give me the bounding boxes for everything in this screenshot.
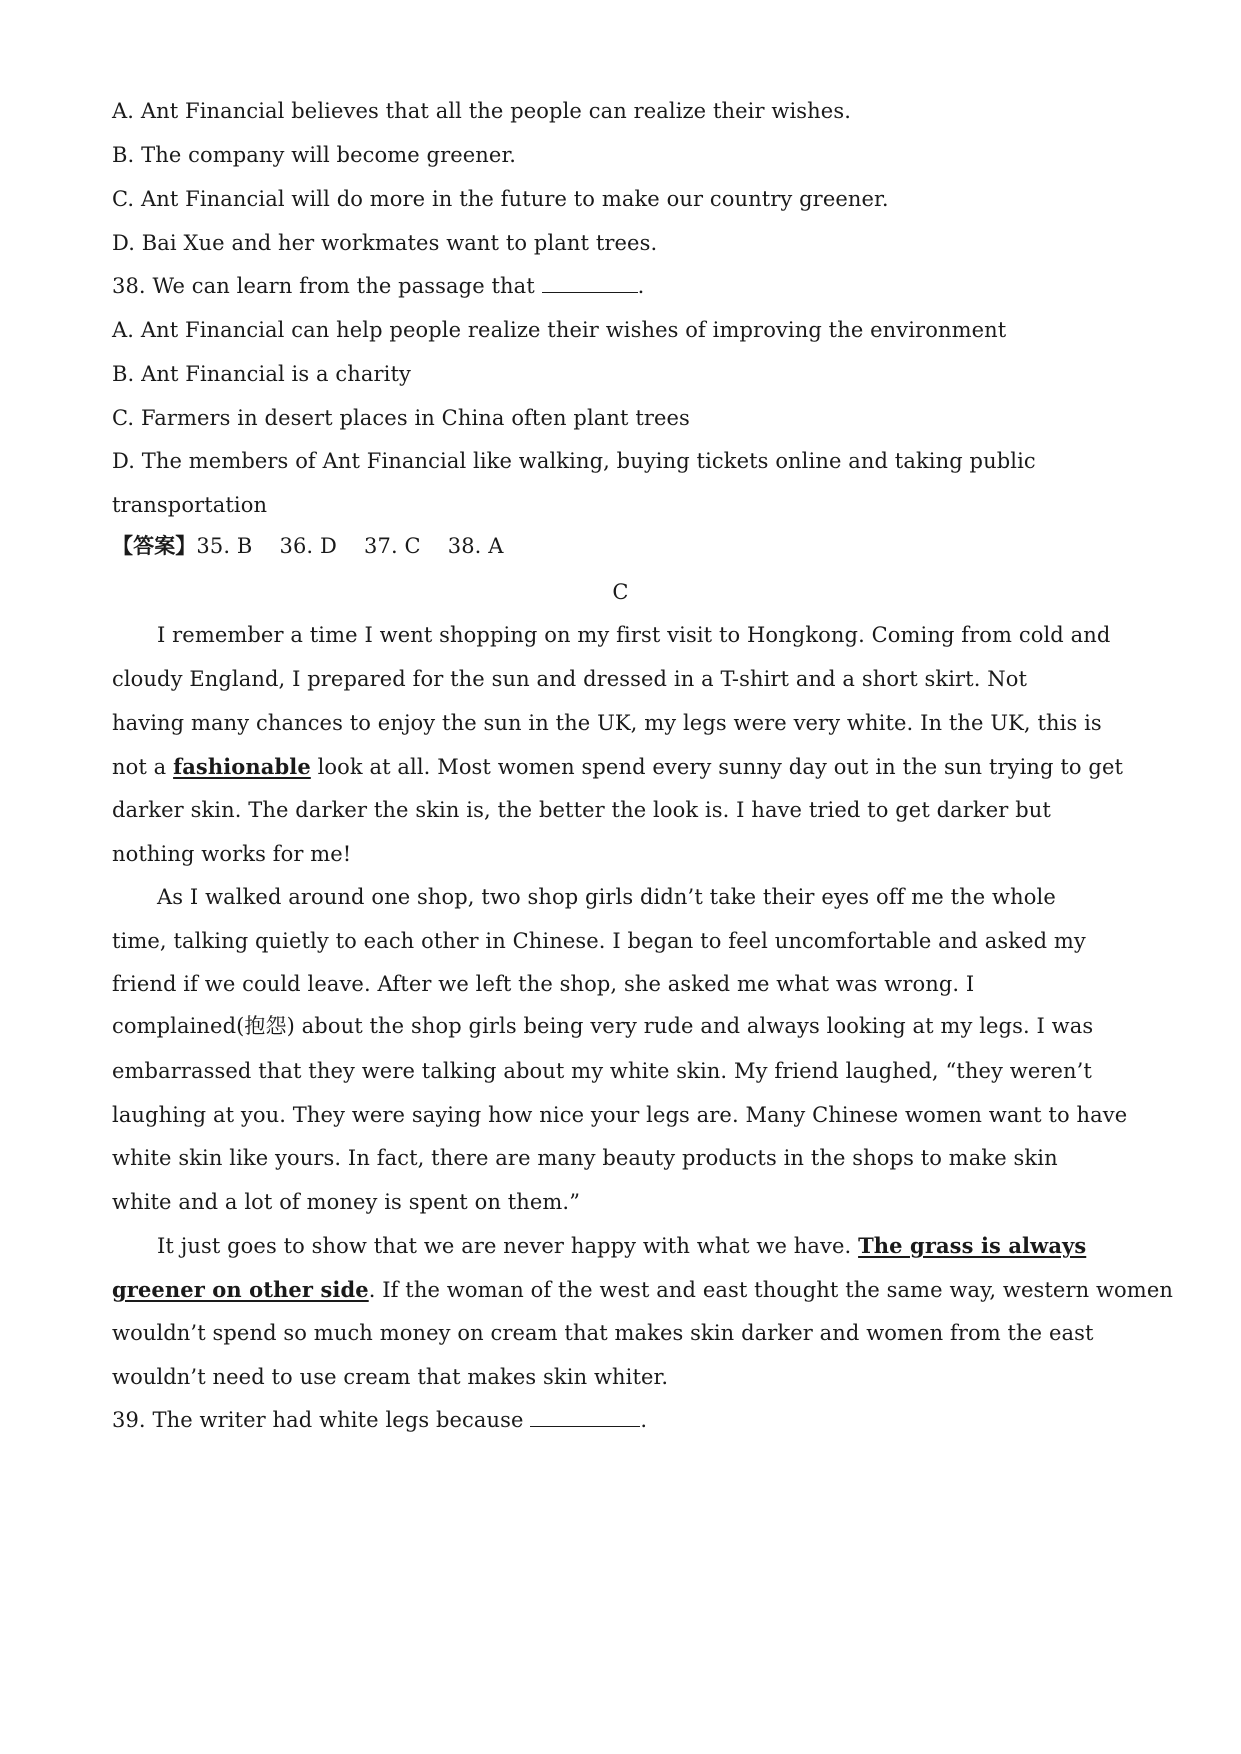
q37-option-b: B. The company will become greener. [112,143,517,167]
p1-line-3: having many chances to enjoy the sun in the UK, my legs were very white. In the UK, this is [112,711,1102,735]
p1-line-1: I remember a time I went shopping on my first visit to Hongkong. Coming from cold and [157,623,1111,647]
q39-blank [530,1406,640,1427]
q38-option-d: D. The members of Ant Financial like walking, buying tickets online and taking public [112,449,1036,473]
q37-option-a: A. Ant Financial believes that all the people can realize their wishes. [112,99,851,123]
p2-line-6: laughing at you. They were saying how nice your legs are. Many Chinese women want to have [112,1103,1128,1127]
q38-option-a: A. Ant Financial can help people realize their wishes of improving the environment [112,318,1007,342]
p1-line-6: nothing works for me! [112,842,352,866]
p3-line-1-pre: It just goes to show that we are never happy with what we have. [157,1234,859,1258]
p3-line-3: wouldn’t spend so much money on cream that makes skin darker and women from the east [112,1321,1094,1345]
p2-line-3: friend if we could leave. After we left the shop, she asked me what was wrong. I [112,972,975,996]
q38-stem-text: 38. We can learn from the passage that [112,274,542,298]
q38-option-c: C. Farmers in desert places in China often plant trees [112,406,690,430]
q37-option-c: C. Ant Financial will do more in the future to make our country greener. [112,187,889,211]
underlined-phrase-part-2: greener on other side [112,1277,369,1302]
q39-stem [112,1405,647,1435]
q39-stem-text: 39. The writer had white legs because [112,1408,531,1432]
q37-option-d: D. Bai Xue and her workmates want to plant trees. [112,231,658,255]
underlined-word-fashionable: fashionable [173,754,311,779]
answer-label: 【答案】 [112,533,197,558]
p3-line-1 [157,1231,1086,1261]
q38-stem-end: . [637,274,645,298]
q38-option-b: B. Ant Financial is a charity [112,362,411,386]
answer-line [112,531,504,561]
answer-text: 35. B 36. D 37. C 38. A [196,534,504,558]
p1-line-2: cloudy England, I prepared for the sun and dressed in a T-shirt and a short skirt. Not [112,667,1028,691]
p2-line-5: embarrassed that they were talking about my white skin. My friend laughed, “they weren’t [112,1059,1092,1083]
p1-line-4 [112,752,1123,782]
p2-line-8: white and a lot of money is spent on them.” [112,1190,581,1214]
q39-stem-end: . [640,1408,648,1432]
p2-line-2: time, talking quietly to each other in Chinese. I began to feel uncomfortable and asked my [112,929,1086,953]
q38-blank [542,272,638,293]
p1-line-4-post: look at all. Most women spend every sunny day out in the sun trying to get [310,755,1124,779]
p1-line-5: darker skin. The darker the skin is, the better the look is. I have tried to get darker but [112,798,1051,822]
p2-line-4: complained(抱怨) about the shop girls being very rude and always looking at my legs. I was [112,1014,1094,1038]
p2-line-7: white skin like yours. In fact, there are many beauty products in the shops to make skin [112,1146,1058,1170]
p2-line-1: As I walked around one shop, two shop girls didn’t take their eyes off me the whole [157,885,1056,909]
q38-stem [112,271,644,301]
p3-line-2 [112,1275,1173,1305]
p1-line-4-pre: not a [112,755,174,779]
p3-line-2-post: . If the woman of the west and east thought the same way, western women [368,1278,1173,1302]
p3-line-4: wouldn’t need to use cream that makes skin whiter. [112,1365,669,1389]
q38-option-d-cont: transportation [112,493,268,517]
section-heading: C [612,580,629,604]
underlined-phrase-part-1: The grass is always [858,1233,1087,1258]
